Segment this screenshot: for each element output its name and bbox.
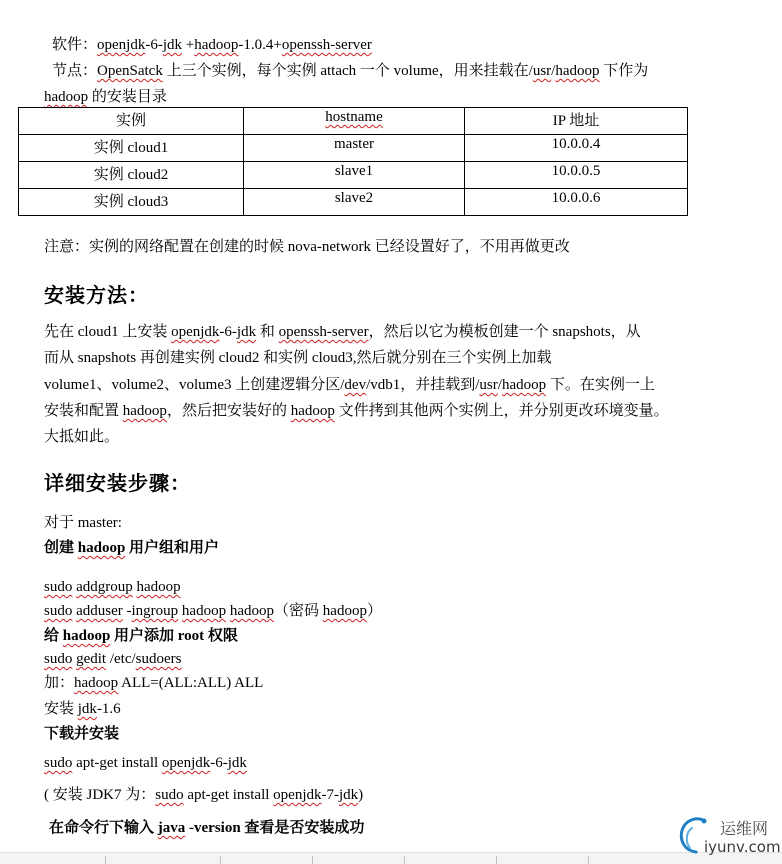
text-span: usr xyxy=(479,377,498,393)
text-span: -1.0.4+ xyxy=(238,37,282,53)
text-span: apt-get install xyxy=(72,755,162,771)
table-cell: slave1 xyxy=(244,162,465,189)
software-label: 软件： xyxy=(52,37,98,53)
create-group-heading xyxy=(44,539,219,557)
text-span: -7- xyxy=(321,787,339,803)
text-span: 加： xyxy=(44,675,75,691)
verify-heading xyxy=(49,819,364,837)
text-span: hadoop xyxy=(62,628,111,644)
text-span: gedit xyxy=(76,651,107,667)
text-span: hadoop xyxy=(501,377,547,393)
table-row xyxy=(19,189,688,216)
text-span: 下。在实例一上 xyxy=(546,377,655,393)
table-cell: 10.0.0.6 xyxy=(465,189,688,216)
text-span: 先在 cloud1 上安装 xyxy=(44,324,172,340)
text-span: openjdk xyxy=(171,324,220,340)
note-text: 注意：实例的网络配置在创建的时候 nova-network 已经设置好了，不用再做更改 xyxy=(44,239,570,255)
text-span: openjdk xyxy=(273,787,322,803)
text-span: 安装和配置 xyxy=(44,403,123,419)
text-span: openssh-server xyxy=(278,324,369,340)
text-span: sudo xyxy=(44,755,73,771)
text-span: java xyxy=(157,820,186,836)
table-header: 实例 xyxy=(19,108,244,135)
text-span: -6- xyxy=(210,755,228,771)
install-jdk-line xyxy=(44,700,121,718)
text-span: jdk xyxy=(77,701,97,717)
text-span: hadoop xyxy=(77,540,126,556)
instances-table xyxy=(18,107,688,216)
method-line-3 xyxy=(44,376,655,394)
table-cell: 实例 cloud3 xyxy=(19,189,244,216)
text-span: ( 安装 JDK7 为： xyxy=(44,787,156,803)
text-span: sudo xyxy=(44,579,73,595)
text-span: / xyxy=(551,63,556,79)
command-adduser xyxy=(44,602,382,620)
text-span: apt-get install xyxy=(183,787,274,803)
text-span: jdk xyxy=(338,787,359,803)
for-master-text: 对于 master: xyxy=(44,515,122,531)
text-span: dev xyxy=(344,377,367,393)
text-span: hadoop xyxy=(194,37,239,53)
text-span: 创建 xyxy=(44,540,78,556)
text-span: hadoop xyxy=(322,603,367,619)
text-span: /vdb1，并挂载到/ xyxy=(366,377,480,393)
text-span: 在命令行下输入 xyxy=(49,820,158,836)
text-span: 的安装目录 xyxy=(88,89,167,105)
text-span: /etc/ xyxy=(106,651,136,667)
text-span: openjdk xyxy=(161,755,211,771)
text-span: ALL=(ALL:ALL) ALL xyxy=(118,675,264,691)
text-span: + xyxy=(182,37,195,53)
text-span: hadoop xyxy=(555,63,600,79)
text-span: 下作为 xyxy=(599,63,649,79)
text-span: adduser xyxy=(76,603,123,619)
text-span: jdk xyxy=(236,324,257,340)
nodes-label: 节点： xyxy=(52,63,98,79)
text-span: 用户组和用户 xyxy=(125,540,220,556)
text-span: hadoop xyxy=(44,89,89,105)
text-span: 给 xyxy=(44,628,63,644)
text-span: ，然后以它为模板创建一个 snapshots，从 xyxy=(368,324,641,340)
text-span: -1.6 xyxy=(96,701,121,717)
text-span: - xyxy=(122,603,132,619)
text-span: -6- xyxy=(145,37,163,53)
table-header xyxy=(244,108,465,135)
text-span: hostname xyxy=(325,109,383,125)
table-row xyxy=(19,135,688,162)
table-cell: 10.0.0.5 xyxy=(465,162,688,189)
text-span: sudo xyxy=(44,603,73,619)
method-line-2: 而从 snapshots 再创建实例 cloud2 和实例 cloud3,然后就分别在三个实例上加载 xyxy=(44,350,552,366)
text-span: 安装 xyxy=(44,701,78,717)
watermark-line-2: iyunv.com xyxy=(704,838,781,856)
text-span: openjdk xyxy=(97,37,146,53)
command-addgroup xyxy=(44,578,181,596)
table-cell: master xyxy=(244,135,465,162)
text-span: usr xyxy=(532,63,552,79)
nodes-line-2 xyxy=(44,88,167,106)
steps-heading: 详细安装步骤： xyxy=(44,471,191,495)
table-cell: 10.0.0.4 xyxy=(465,135,688,162)
text-span: ingroup xyxy=(131,603,179,619)
text-span: 和 xyxy=(256,324,279,340)
sudoers-entry xyxy=(44,674,263,692)
text-span: sudo xyxy=(155,787,184,803)
software-line xyxy=(52,36,372,54)
method-line-4 xyxy=(44,402,669,420)
text-span: hadoop xyxy=(122,403,167,419)
text-span: -6- xyxy=(219,324,237,340)
text-span: / xyxy=(497,377,502,393)
table-header: IP 地址 xyxy=(465,108,688,135)
text-span: addgroup xyxy=(76,579,133,595)
text-span: （密码 xyxy=(274,603,323,619)
text-span: jdk xyxy=(162,37,183,53)
text-span: hadoop xyxy=(74,675,119,691)
watermark-line-1: 运维网 xyxy=(720,819,769,838)
download-heading: 下载并安装 xyxy=(44,726,120,742)
text-span: openssh-server xyxy=(281,37,372,53)
command-gedit xyxy=(44,650,182,668)
command-install-jdk7 xyxy=(44,786,363,804)
text-span: hadoop xyxy=(136,579,181,595)
table-cell: 实例 cloud1 xyxy=(19,135,244,162)
root-heading xyxy=(44,627,238,645)
text-span: hadoop xyxy=(290,403,335,419)
table-cell: slave2 xyxy=(244,189,465,216)
method-line-1 xyxy=(44,323,641,341)
text-span: sudo xyxy=(44,651,73,667)
bottom-ruler xyxy=(0,852,782,864)
table-cell: 实例 cloud2 xyxy=(19,162,244,189)
command-install-jdk6 xyxy=(44,754,247,772)
text-span: jdk xyxy=(227,755,247,771)
table-row xyxy=(19,162,688,189)
text-span: ) xyxy=(358,787,364,803)
text-span: OpenSatck xyxy=(97,63,163,79)
text-span: 上三个实例，每个实例 attach 一个 volume，用来挂载在/ xyxy=(162,63,533,79)
text-span: volume1、volume2、volume3 上创建逻辑分区/ xyxy=(44,377,345,393)
method-heading: 安装方法： xyxy=(44,283,149,307)
table-header-row xyxy=(19,108,688,135)
text-span: ，然后把安装好的 xyxy=(166,403,291,419)
text-span: hadoop xyxy=(181,603,227,619)
text-span: 文件拷到其他两个实例上，并分别更改环境变量。 xyxy=(334,403,669,419)
nodes-line xyxy=(52,62,648,80)
text-span: -version 查看是否安装成功 xyxy=(185,820,365,836)
text-span: 用户添加 root 权限 xyxy=(110,628,238,644)
watermark-logo xyxy=(676,812,782,860)
method-line-5: 大抵如此。 xyxy=(44,429,120,445)
text-span: hadoop xyxy=(229,603,275,619)
text-span: ） xyxy=(366,603,382,619)
text-span: sudoers xyxy=(135,651,182,667)
